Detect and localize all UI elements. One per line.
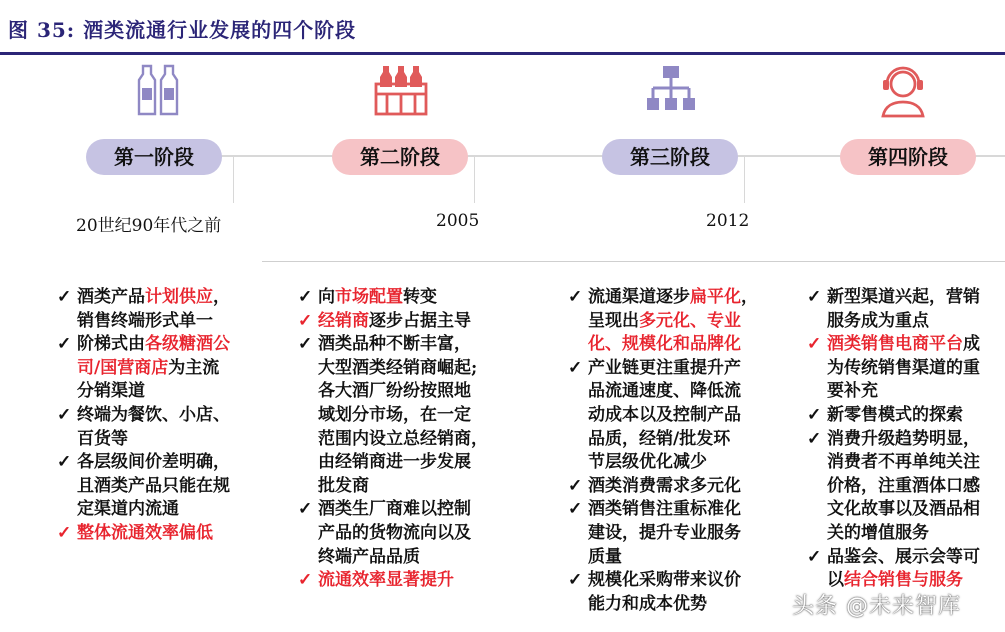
- bullet-text: 质量: [588, 546, 622, 567]
- bullet-text: 且酒类产品只能在规: [77, 475, 230, 496]
- highlight-text: 酒类销售电商平台: [827, 334, 963, 355]
- bullet-text: 建设，提升专业服务: [588, 522, 741, 543]
- highlight-text: 扁平化: [690, 287, 741, 307]
- stage-2-period: 2005: [436, 211, 480, 231]
- highlight-text: 各级糖酒公: [145, 334, 230, 355]
- bullet-item: [296, 333, 488, 498]
- bullet-text: 新零售模式的探索: [827, 404, 963, 425]
- bullet-text: 终端产品品质: [318, 546, 420, 567]
- bullet-item: [55, 522, 230, 546]
- stage-2-pill: 第二阶段: [332, 139, 468, 175]
- bullet-text: 消费升级趋势明显，: [827, 428, 980, 449]
- bullet-text: 逐步占据主导: [369, 310, 471, 331]
- stage-2-details: [296, 286, 488, 593]
- bullet-item: [55, 451, 230, 522]
- bullet-item: [805, 286, 980, 333]
- bullet-text: 酒类消费需求多元化: [588, 475, 741, 496]
- bullet-text: ，: [741, 287, 758, 307]
- bullet-text: 为主流: [168, 357, 220, 378]
- bullet-text: 转变: [403, 287, 437, 307]
- timeline-tick: [744, 157, 745, 203]
- bullet-text: 品鉴会、展示会等可: [827, 546, 980, 567]
- title-rule: [0, 52, 1005, 55]
- bullet-text: 动成本以及控制产品: [588, 404, 741, 425]
- highlight-text: 流通效率显著提升: [318, 570, 454, 591]
- bottle-crate-icon: [373, 62, 429, 118]
- divider-line: [262, 261, 1005, 262]
- bullet-text: 酒类产品: [77, 287, 145, 307]
- highlight-text: 市场配置: [335, 287, 403, 307]
- bullet-text: 文化故事以及酒品相: [827, 499, 980, 520]
- highlight-text: 计划供应: [145, 287, 213, 307]
- bullet-item: [296, 310, 488, 334]
- figure-title: 图 35: 酒类流通行业发展的四个阶段: [8, 18, 357, 42]
- bullet-item: [55, 286, 230, 333]
- bullet-item: [55, 333, 230, 404]
- bullet-text: 定渠道内流通: [77, 499, 179, 520]
- stage-3-details: [566, 286, 758, 616]
- bullet-item: [55, 404, 230, 451]
- bullet-text: 成: [963, 334, 980, 355]
- bullet-item: [566, 357, 758, 475]
- bullet-text: 能力和成本优势: [588, 593, 707, 614]
- bullet-item: [566, 498, 758, 569]
- highlight-text: 经销商: [318, 310, 369, 331]
- highlight-text: 结合销售与服务: [844, 570, 963, 591]
- stage-3-pill: 第三阶段: [602, 139, 738, 175]
- bullet-text: 价格，注重酒体口感: [827, 475, 980, 496]
- hierarchy-icon: [643, 62, 699, 118]
- bullet-item: [805, 546, 980, 593]
- timeline-tick: [233, 157, 234, 203]
- watermark: 头条 @未来智库: [792, 594, 961, 619]
- bullet-item: [805, 404, 980, 428]
- bullet-text: 范围内设立总经销商，: [318, 428, 488, 449]
- stage-3-period: 2012: [706, 211, 750, 231]
- bullet-text: 服务成为重点: [827, 310, 929, 331]
- bullet-text: ，: [213, 287, 230, 307]
- stage-1-details: [55, 286, 230, 546]
- customer-service-icon: [875, 62, 931, 118]
- bullet-text: 为传统销售渠道的重: [827, 357, 980, 378]
- bullet-text: 要补充: [827, 381, 878, 402]
- bullet-text: 酒类生厂商难以控制: [318, 499, 471, 520]
- bullet-text: 以: [827, 570, 844, 591]
- highlight-text: 多元化、专业: [639, 310, 741, 331]
- bullet-text: 销售终端形式单一: [77, 310, 213, 331]
- bullet-text: 酒类销售注重标准化: [588, 499, 741, 520]
- bullet-text: 产业链更注重提升产: [588, 357, 741, 378]
- bullet-text: 百货等: [77, 428, 128, 449]
- bullet-text: 品质，经销/批发环: [588, 428, 731, 449]
- stage-1-period: 20世纪90年代之前: [76, 216, 222, 236]
- stage-1-pill: 第一阶段: [86, 139, 222, 175]
- bullet-text: 各层级间价差明确，: [77, 452, 230, 473]
- bullet-text: 各大酒厂纷纷按照地: [318, 381, 471, 402]
- bullet-text: 阶梯式由: [77, 334, 145, 355]
- bullet-text: 分销渠道: [77, 381, 145, 402]
- bullet-text: 产品的货物流向以及: [318, 522, 471, 543]
- bullet-text: 域划分市场，在一定: [318, 404, 471, 425]
- beer-bottles-icon: [133, 62, 189, 118]
- bullet-text: 酒类品种不断丰富，: [318, 334, 471, 355]
- bullet-text: 大型酒类经销商崛起;: [318, 357, 478, 378]
- bullet-item: [296, 286, 488, 310]
- bullet-text: 规模化采购带来议价: [588, 570, 741, 591]
- bullet-text: 关的增值服务: [827, 522, 929, 543]
- bullet-text: 向: [318, 287, 335, 307]
- timeline-tick: [474, 157, 475, 203]
- stage-4-details: [805, 286, 980, 593]
- highlight-text: 整体流通效率偏低: [77, 522, 213, 543]
- bullet-text: 呈现出: [588, 310, 639, 331]
- bullet-text: 由经销商进一步发展: [318, 452, 471, 473]
- bullet-text: 消费者不再单纯关注: [827, 452, 980, 473]
- stage-4-pill: 第四阶段: [840, 139, 976, 175]
- bullet-text: 节层级优化减少: [588, 452, 707, 473]
- bullet-text: 新型渠道兴起，营销: [827, 287, 980, 307]
- highlight-text: 化、规模化和品牌化: [588, 334, 741, 355]
- bullet-item: [566, 569, 758, 616]
- bullet-text: 批发商: [318, 475, 369, 496]
- bullet-text: 流通渠道逐步: [588, 287, 690, 307]
- highlight-text: 司/国营商店: [77, 357, 169, 378]
- bullet-item: [296, 498, 488, 569]
- bullet-text: 终端为餐饮、小店、: [77, 404, 230, 425]
- bullet-text: 品流通速度、降低流: [588, 381, 741, 402]
- bullet-item: [566, 286, 758, 357]
- bullet-item: [805, 428, 980, 546]
- bullet-item: [296, 569, 488, 593]
- bullet-item: [566, 475, 758, 499]
- bullet-item: [805, 333, 980, 404]
